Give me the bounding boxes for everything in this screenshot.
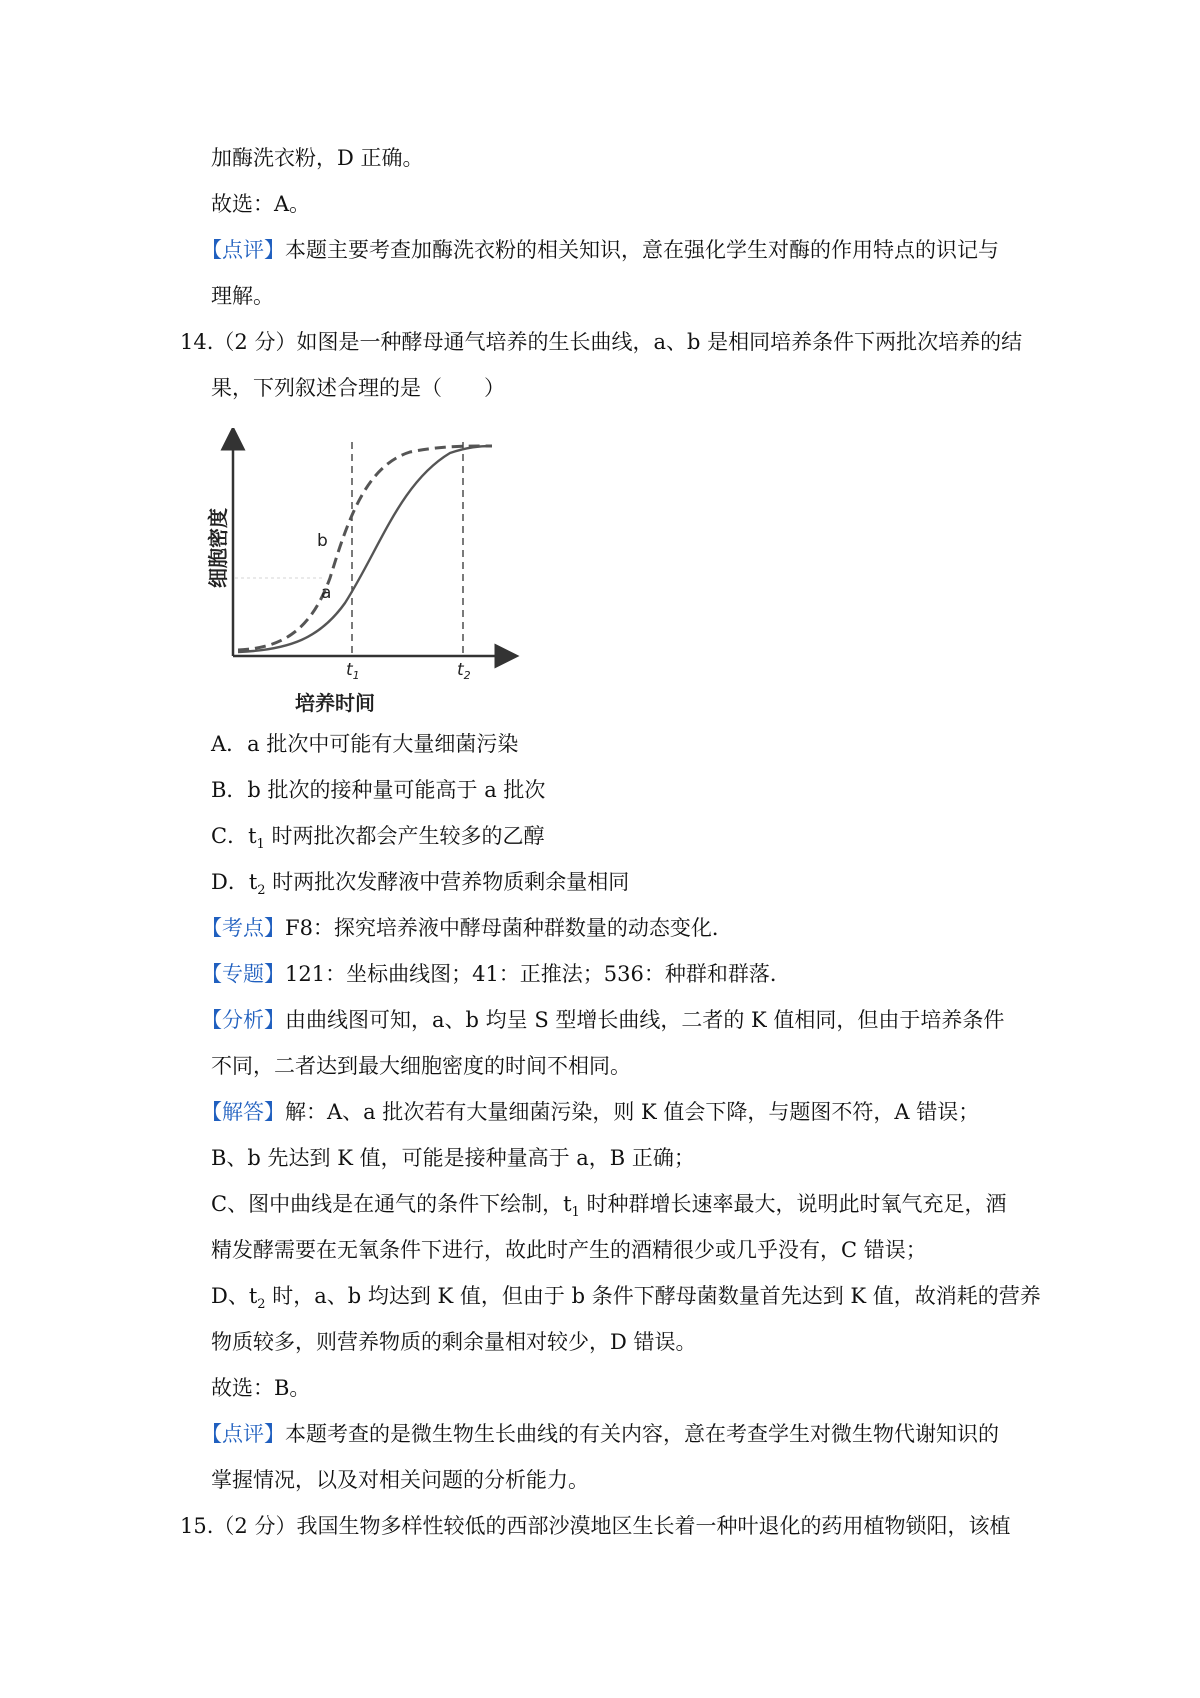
jieda-line4: 精发酵需要在无氧条件下进行，故此时产生的酒精很少或几乎没有，C 错误； [211,1238,927,1262]
zhuanti-tag: 【专题】 [201,962,285,986]
prev-comment-line2: 理解。 [211,284,274,308]
option-b: B．b 批次的接种量可能高于 a 批次 [211,778,546,802]
option-a: A．a 批次中可能有大量细菌污染 [211,732,519,756]
option-d: D．$t_2$ 时两批次发酵液中营养物质剩余量相同 [211,870,630,899]
jieda-line6: 物质较多，则营养物质的剩余量相对较少，D 错误。 [211,1330,697,1354]
question-stem: （2 分）我国生物多样性较低的西部沙漠地区生长着一种叶退化的药用植物锁阳，该植 [213,1514,1011,1538]
prev-explanation-line: 加酶洗衣粉，D 正确。 [211,146,424,170]
comment-tag: 【点评】 [201,238,285,262]
jieda-line3: C、图中曲线是在通气的条件下绘制，$t_1$ 时种群增长速率最大，说明此时氧气充足，酒 [211,1192,1007,1221]
question-14-stem-line2: 果，下列叙述合理的是（ ） [211,376,505,400]
q14-answer: 故选：B。 [211,1376,311,1400]
q14-comment: 【点评】本题考查的是微生物生长曲线的有关内容，意在考查学生对微生物代谢知识的 [201,1422,999,1446]
curve-b [238,446,492,650]
x-axis-label: 培养时间 [295,691,375,715]
prev-answer: 故选：A。 [211,192,311,216]
prev-comment [201,235,999,265]
question-14-stem [180,327,1022,357]
jieda-line5: D、$t_2$ 时，a、b 均达到 K 值，但由于 b 条件下酵母菌数量首先达到 K 值，故消耗的营养 [211,1284,1041,1313]
kaodian-section: 【考点】F8：探究培养液中酵母菌种群数量的动态变化． [201,916,733,940]
growth-curve-figure [205,428,525,728]
comment-tag: 【点评】 [201,1422,285,1446]
t1-label: $t_1$ [346,660,360,682]
curve-a-label: a [321,583,332,603]
zhuanti-section: 【专题】121：坐标曲线图；41：正推法；536：种群和群落． [201,962,791,986]
jieda-section: 【解答】解：A、a 批次若有大量细菌污染，则 K 值会下降，与题图不符，A 错误； [201,1100,980,1124]
question-15-stem [180,1511,1010,1541]
y-axis-label: 细胞密度 [206,508,230,588]
jieda-line2: B、b 先达到 K 值，可能是接种量高于 a，B 正确； [211,1146,695,1170]
growth-curve-svg [205,428,525,728]
jieda-tag: 【解答】 [201,1100,285,1124]
kaodian-tag: 【考点】 [201,916,285,940]
q14-comment-line2: 掌握情况，以及对相关问题的分析能力。 [211,1468,589,1492]
fenxi-section: 【分析】由曲线图可知，a、b 均呈 S 型增长曲线，二者的 K 值相同，但由于培养条件 [201,1008,1005,1032]
fenxi-tag: 【分析】 [201,1008,285,1032]
question-number: 14. [180,330,214,354]
comment-text: 本题主要考查加酶洗衣粉的相关知识，意在强化学生对酶的作用特点的识记与 [285,238,999,262]
curve-a [238,446,492,652]
fenxi-line2: 不同，二者达到最大细胞密度的时间不相同。 [211,1054,631,1078]
question-number: 15. [180,1514,214,1538]
option-c: C．$t_1$ 时两批次都会产生较多的乙醇 [211,824,545,853]
t2-label: $t_2$ [457,660,471,682]
question-stem: （2 分）如图是一种酵母通气培养的生长曲线，a、b 是相同培养条件下两批次培养的结 [213,330,1023,354]
curve-b-label: b [317,531,328,551]
